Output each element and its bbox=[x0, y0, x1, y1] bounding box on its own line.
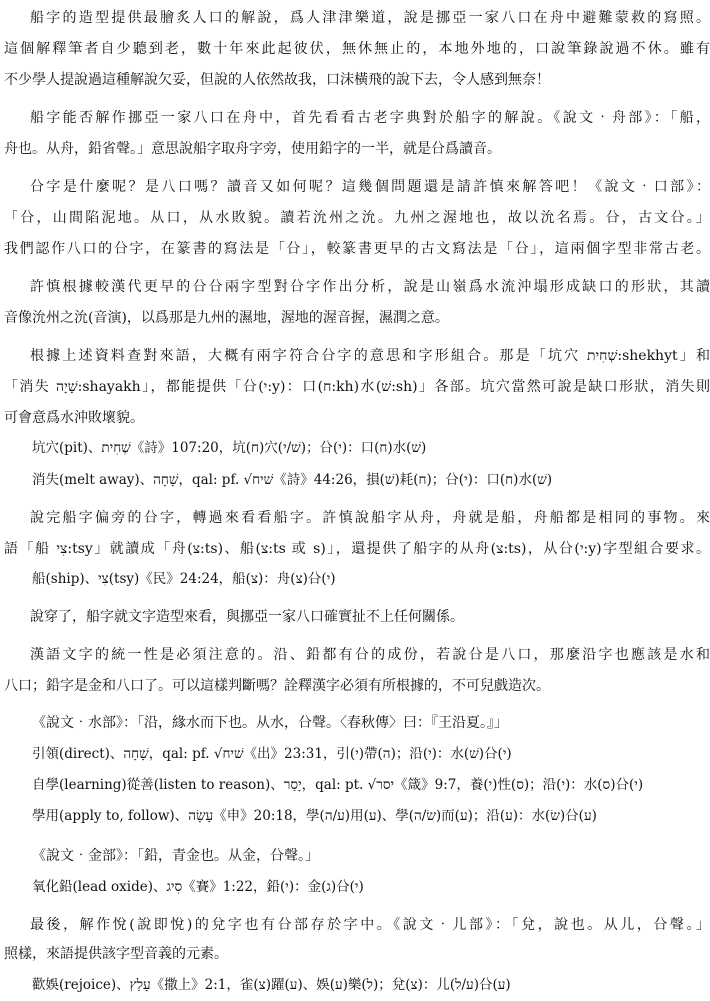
paragraph-line: 船字能否解作挪亞一家八口在舟中，首先看看古老字典對於船字的解說。《說文‧舟部》：「船， bbox=[30, 110, 710, 126]
paragraph-line: 「㕣，山間陷泥地。从口，从水敗貌。讀若沇州之沇。九州之渥地也，故以沇名焉。㕣，古文㕣。」 bbox=[4, 210, 710, 226]
paragraph-line: 最後，解作悅(說即悅)的兌字也有㕣部存於字中。《說文‧儿部》：「兌，說也。从儿，㕣聲。」 bbox=[30, 917, 710, 933]
paragraph-line: 音像沇州之沇(音演)，以爲那是九州的濕地，渥地的渥音握，濕潤之意。 bbox=[4, 310, 449, 326]
paragraph-line: 㕣字是什麼呢？是八口嗎？讀音又如何呢？這幾個問題還是請許慎來解答吧！《說文‧口部》： bbox=[30, 179, 710, 195]
paragraph-line: 說穿了，船字就文字造型來看，與挪亞一家八口確實扯不上任何關係。 bbox=[30, 609, 464, 625]
paragraph-line: 漢語文字的統一性是必須注意的。沿、鉛都有㕣的成份，若說㕣是八口，那麼沿字也應該是水和 bbox=[30, 647, 710, 663]
paragraph-line: 「消失 שָׁיָה:shayakh」，都能提供「㕣(י:y)：口(ח:kh)水(שׁ:sh)」各部。坑穴當然可說是缺口形狀，消失則 bbox=[4, 379, 710, 395]
quotation-line: 《說文‧金部》：「鉛，青金也。从金，㕣聲。」 bbox=[32, 848, 319, 864]
paragraph-line: 我們認作八口的㕣字，在篆書的寫法是「㕣」，較篆書更早的古文寫法是「㕣」，這兩個字型非常古老。 bbox=[4, 241, 710, 257]
paragraph-line: 許慎根據較漢代更早的㕣㕣兩字型對㕣字作出分析，說是山嶺爲水流沖塌形成缺口的形狀，其讀 bbox=[30, 279, 710, 295]
lexicon-entry: 引領(direct)、שָׁחָה，qal: pf. √שׁיח《出》23:31，引(י)帶(ה)；沿(י)：水(שׁ)㕣(י) bbox=[32, 746, 512, 762]
paragraph-line: 說完船字偏旁的㕣字，轉過來看看船字。許慎說船字从舟，舟就是船，舟船都是相同的事物。來 bbox=[30, 510, 710, 526]
lexicon-entry: 學用(apply to, follow)、עָשָׂה《申》20:18，學(ע/ה)用(ע)、學(שׂ/ה)而(ע)；沿(ע)：水(שׂ)㕣(ע) bbox=[32, 808, 597, 824]
lexicon-entry: 歡娛(rejoice)、עָלַץ《撒上》2:1，雀(צ)躍(ע)、娛(ע)樂(ל)；兌(צ)：儿(ע/ל)㕣(ע) bbox=[32, 977, 511, 993]
lexicon-entry: 船(ship)、צִי(tsy)《民》24:24，船(צ)：舟(צ)㕣(י) bbox=[32, 571, 336, 587]
paragraph-line: 不少學人提說過這種解說欠妥，但說的人依然故我，口沫橫飛的說下去，令人感到無奈！ bbox=[4, 72, 550, 88]
paragraph-line: 根據上述資料查對來語，大概有兩字符合㕣字的意思和字形組合。那是「坑穴 שְׁחִית:shekhyt」和 bbox=[30, 348, 710, 364]
quotation-line: 《說文‧水部》：「沿，緣水而下也。从水，㕣聲。〈春秋傳〉曰：『王沿夏。』」 bbox=[32, 715, 508, 731]
paragraph-line: 舟也。从舟，鉛省聲。」意思說船字取舟字旁，使用鉛字的一半，就是㕣爲讀音。 bbox=[4, 141, 501, 157]
paragraph-line: 八口；鉛字是金和八口了。可以這樣判斷嗎？詮釋漢字必須有所根據的，不可兒戲造次。 bbox=[4, 678, 550, 694]
lexicon-entry: 消失(melt away)、שָׁחָה，qal: pf. √שׁיח《詩》44:26，損(שׁ)耗(ח)；㕣(י)：口(ח)水(שׁ) bbox=[32, 472, 553, 488]
lexicon-entry: 氧化鉛(lead oxide)、סִיג《賽》1:22，鉛(י)：金(ג)㕣(י) bbox=[32, 879, 364, 895]
paragraph-line: 船字的造型提供最膾炙人口的解說，爲人津津樂道，說是挪亞一家八口在舟中避難蒙救的寫照。 bbox=[30, 10, 710, 26]
paragraph-line: 照樣，來語提供該字型音義的元素。 bbox=[4, 946, 228, 962]
lexicon-entry: 自學(learning)從善(listen to reason)、יָסַר，qal: pt. √יסר《箴》9:7，養(י)性(ס)；沿(י)：水(ס)㕣(י) bbox=[32, 777, 644, 793]
lexicon-entry: 坑穴(pit)、שְׁחִית《詩》107:20，坑(ח)穴(שׁ/י)；㕣(י)：口(ח)水(שׁ) bbox=[32, 440, 427, 456]
paragraph-line: 這個解釋筆者自少聽到老，數十年來此起彼伏，無休無止的，本地外地的，口說筆錄說過不休。雖有 bbox=[4, 41, 710, 57]
paragraph-line: 可會意爲水沖敗壞貌。 bbox=[4, 410, 144, 426]
paragraph-line: 語「船 צִי:tsy」就讀成「舟(צ:ts)、船(צ:ts 或 s)」，還提供了船字的从舟(צ:ts)，从㕣(י:y)字型組合要求。 bbox=[4, 541, 710, 557]
